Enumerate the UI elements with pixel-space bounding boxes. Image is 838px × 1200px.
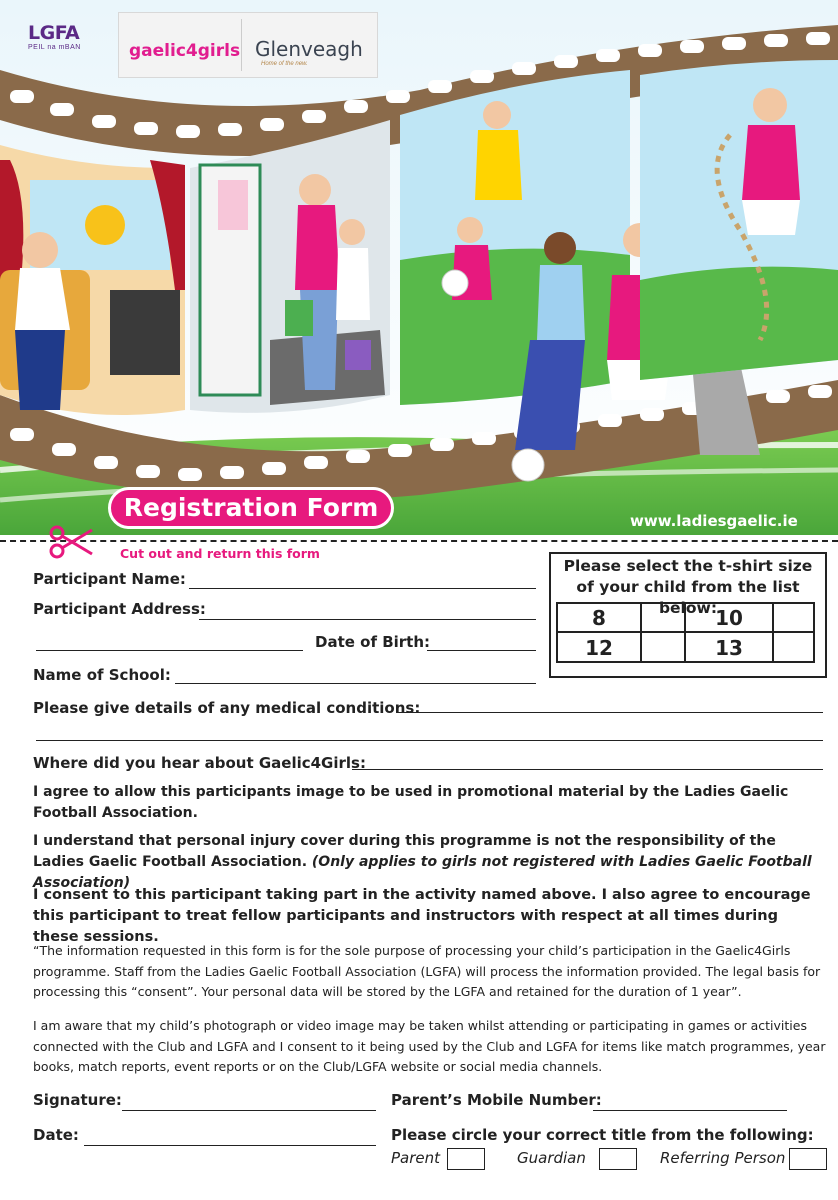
- title-parent-checkbox[interactable]: [447, 1148, 485, 1170]
- glenveagh-logo: Glenveagh: [255, 37, 363, 61]
- medical-field[interactable]: [398, 712, 823, 713]
- heard-label: Where did you hear about Gaelic4Girls:: [33, 754, 366, 772]
- cut-line: [0, 540, 838, 542]
- hero-illustration: [0, 0, 838, 535]
- title-option-parent: Parent: [391, 1149, 441, 1167]
- cut-out-instruction: Cut out and return this form: [120, 546, 320, 561]
- lgfa-logo-text: LGFA: [28, 22, 80, 44]
- signature-label: Signature:: [33, 1091, 122, 1109]
- glenveagh-tagline: Home of the new.: [261, 61, 308, 67]
- registration-form-title: Registration Form: [108, 487, 394, 529]
- date-label: Date:: [33, 1126, 79, 1144]
- participant-name-label: Participant Name:: [33, 570, 186, 588]
- tshirt-size-12-label: 12: [558, 633, 642, 661]
- lgfa-logo-subtitle: PEIL na mBAN: [28, 44, 81, 51]
- tshirt-size-13-label: 13: [686, 633, 774, 661]
- tshirt-size-10-checkbox[interactable]: [774, 604, 813, 633]
- title-guardian-checkbox[interactable]: [599, 1148, 637, 1170]
- tshirt-size-8-checkbox[interactable]: [642, 604, 686, 633]
- participant-address-label: Participant Address:: [33, 600, 206, 618]
- tshirt-size-grid: [556, 602, 815, 663]
- signature-field[interactable]: [122, 1110, 376, 1111]
- title-option-guardian: Guardian: [517, 1149, 586, 1167]
- participant-address-field[interactable]: [199, 619, 536, 620]
- mobile-label: Parent’s Mobile Number:: [391, 1091, 602, 1109]
- date-field[interactable]: [84, 1145, 376, 1146]
- photo-consent-notice: I am aware that my child’s photograph or video image may be taken whilst attending or participating in games or activities connected with the Club and LGFA and I consent to it being used by the Club and LGFA for items like match programmes, year books, match reports, event reports or on the Club/LGFA website or social media channels.: [33, 1018, 826, 1074]
- participant-name-field[interactable]: [189, 588, 536, 589]
- participant-address-field-line2[interactable]: [36, 650, 303, 651]
- mobile-field[interactable]: [593, 1110, 787, 1111]
- image-consent-statement: I agree to allow this participants image to be used in promotional material by the Ladies Gaelic Football Association.: [33, 784, 789, 821]
- tshirt-size-10-label: 10: [686, 604, 774, 633]
- tshirt-size-8-label: 8: [558, 604, 642, 633]
- dob-field[interactable]: [427, 650, 536, 651]
- injury-cover-text: I understand that personal injury cover during this programme is not the responsibility of the Ladies Gaelic Football Association.: [33, 833, 776, 870]
- tshirt-size-title: Please select the t-shirt size of your child from the list below:: [563, 557, 813, 617]
- title-instruction: Please circle your correct title from the following:: [391, 1126, 814, 1144]
- website-url: www.ladiesgaelic.ie: [630, 512, 798, 530]
- scissors-icon: [48, 524, 94, 560]
- school-field[interactable]: [175, 683, 536, 684]
- gaelic4girls-logo: gaelic4girls: [129, 41, 241, 61]
- school-label: Name of School:: [33, 666, 171, 684]
- medical-label: Please give details of any medical conditions:: [33, 699, 421, 717]
- tshirt-size-12-checkbox[interactable]: [642, 633, 686, 661]
- injury-cover-note: (Only applies to girls not registered with Ladies Gaelic Football Association): [33, 854, 812, 891]
- lgfa-logo: [28, 22, 108, 72]
- medical-field-line2[interactable]: [36, 740, 823, 741]
- tshirt-size-13-checkbox[interactable]: [774, 633, 813, 661]
- dob-label: Date of Birth:: [315, 633, 431, 651]
- heard-field[interactable]: [352, 769, 823, 770]
- data-protection-notice: “The information requested in this form is for the sole purpose of processing your child’s participation in the Gaelic4Girls programme. Staff from the Ladies Gaelic Football Association (LGFA) will process the information provided. The legal basis for processing this “consent”. Your personal data will be stored by the LGFA and retained for the duration of 1 year”.: [33, 943, 821, 999]
- title-option-referring-person: Referring Person: [660, 1149, 786, 1167]
- sponsor-logo-box: [118, 12, 378, 78]
- logo-divider: [241, 19, 242, 71]
- participation-consent-statement: I consent to this participant taking part in the activity named above. I also agree to encourage this participant to treat fellow participants and instructors with respect at all times during these sessions.: [33, 887, 811, 945]
- title-referring-checkbox[interactable]: [789, 1148, 827, 1170]
